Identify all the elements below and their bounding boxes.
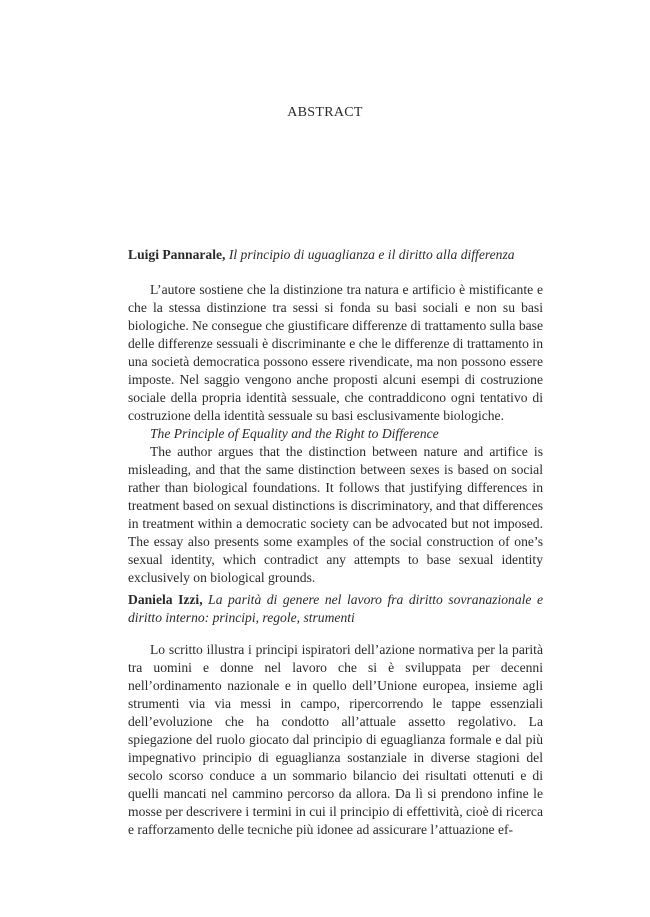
article-title: Il principio di uguaglianza e il diritto alla differenza [228,247,515,262]
abstract-english [128,443,543,587]
abstract-italian [128,641,543,839]
abstract-italian [128,281,543,425]
entry-heading [128,591,543,627]
english-title: The Principle of Equality and the Right to Difference [150,426,439,441]
author-name: Daniela Izzi, [128,592,203,607]
author-name: Luigi Pannarale, [128,247,226,262]
abstract-paragraph: L’autore sostiene che la distinzione tra natura e artificio è mistificante e che la stessa distinzione tra sessi si fonda su basi sociali e non su basi biologiche. Ne consegue che giustificare differenze di trattamento sulla base delle differenze sessuali è discriminante e che le differenze di trattamento in una società democratica possono essere rivendicate, ma non possono essere imposte. Nel saggio vengono anche proposti alcuni esempi di costruzione sociale della propria identità sessuale, che contraddicono ogni tentativo di costruzione della identità sessuale su basi esclusivamente biologiche. [128,282,543,423]
entry-heading [128,246,543,264]
english-title-block [128,425,543,443]
page-heading: ABSTRACT [287,105,363,120]
article-title: La parità di genere nel lavoro fra diritto sovranazionale e diritto interno: principi, regole, strumenti [128,592,543,625]
abstract-paragraph: Lo scritto illustra i principi ispiratori dell’azione normativa per la parità tra uomini e donne nel lavoro che si è sviluppata per decenni nell’ordinamento nazionale e in quello dell’Unione europea, insieme agli strumenti via via messi in campo, ripercorrendo le tappe essenziali dell’evoluzione che ha condotto all’attuale assetto regolativo. La spiegazione del ruolo giocato dal principio di eguaglianza formale e dal più impegnativo principio di eguaglianza sostanziale in diverse stagioni del secolo scorso conduce a un sommario bilancio dei risultati ottenuti e di quelli mancati nel cammino percorso da allora. Da lì si prendono infine le mosse per descrivere i termini in cui il principio di effettività, cioè di ricerca e rafforzamento delle tecniche più idonee ad assicurare l’attuazione ef- [128,642,543,837]
abstract-entry [128,246,543,264]
abstract-entry [128,591,543,627]
abstract-paragraph: The author argues that the distinction between nature and artifice is misleading, and that the same distinction between sexes is based on social rather than biological foundations. It follows that justifying differences in treatment based on sexual distinctions is discriminatory, and that differences in treatment within a democratic society can be advocated but not imposed. The essay also presents some examples of the social construction of one’s sexual identity, which contradict any attempts to base sexual identity exclusively on biological grounds. [128,444,543,585]
